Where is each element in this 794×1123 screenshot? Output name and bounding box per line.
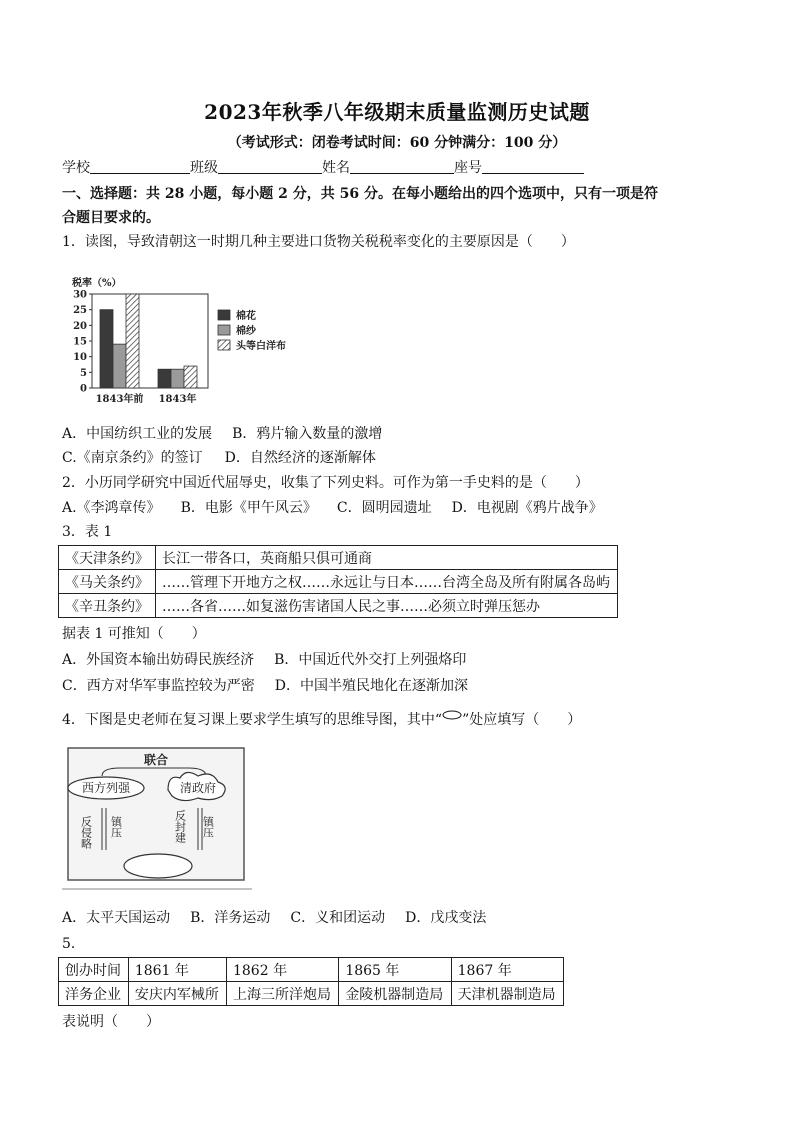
section-heading-1: 一、选择题：共 28 小题，每小题 2 分，共 56 分。在每小题给出的四个选项中，只有一项是符 bbox=[62, 186, 658, 202]
tax-rate-chart bbox=[62, 272, 312, 412]
mind-map-right-label: 清政府 bbox=[179, 781, 217, 795]
table-row bbox=[59, 594, 618, 618]
class-blank[interactable] bbox=[218, 158, 322, 174]
mind-map-top-label: 联合 bbox=[143, 753, 169, 767]
mind-map-left-label: 西方列强 bbox=[81, 781, 131, 795]
table-cell: 安庆内军械所 bbox=[128, 982, 226, 1006]
table-cell: ……各省……如复滋伤害诸国人民之事……必须立时弹压惩办 bbox=[156, 594, 618, 618]
q2-option-b[interactable]: B．电影《甲午风云》 bbox=[180, 500, 317, 516]
y-tick-label: 15 bbox=[73, 336, 87, 348]
mind-map-left-a: 反侵略 bbox=[79, 816, 93, 849]
student-info-row bbox=[62, 158, 584, 178]
q3-question: 据表 1 可推知（ ） bbox=[62, 626, 206, 642]
q2-option-c[interactable]: C．圆明园遗址 bbox=[336, 500, 432, 516]
y-tick-label: 10 bbox=[73, 352, 87, 364]
mind-map-diagram bbox=[62, 744, 252, 892]
table-cell: 创办时间 bbox=[59, 958, 129, 982]
y-axis-label: 税率（%） bbox=[72, 278, 122, 289]
q3-stem: 3．表 1 bbox=[62, 524, 113, 540]
q4-option-d[interactable]: D．戊戌变法 bbox=[405, 910, 487, 926]
table-cell: 《辛丑条约》 bbox=[59, 594, 156, 618]
table-cell: 金陵机器制造局 bbox=[339, 982, 451, 1006]
mind-map-right-a: 反封建 bbox=[173, 810, 187, 843]
y-tick-label: 25 bbox=[73, 305, 87, 317]
legend-swatch bbox=[218, 325, 230, 335]
q5-enterprise-table bbox=[58, 957, 564, 1006]
legend-swatch bbox=[218, 340, 230, 350]
table-cell: 1865 年 bbox=[339, 958, 451, 982]
school-blank[interactable] bbox=[90, 158, 190, 174]
q3-options-row1 bbox=[62, 650, 486, 670]
field-name: 姓名 bbox=[322, 160, 350, 176]
legend-swatch bbox=[218, 310, 230, 320]
q1-stem: 1．读图，导致清朝这一时期几种主要进口货物关税税率变化的主要原因是（ ） bbox=[62, 234, 575, 250]
q4-options bbox=[62, 908, 506, 928]
x-category-label: 1843年 bbox=[158, 394, 197, 405]
table-cell: ……管理下开地方之权……永远让与日本……台湾全岛及所有附属各岛屿 bbox=[156, 570, 618, 594]
bar-棉纱 bbox=[171, 369, 184, 388]
table-cell: 1867 年 bbox=[451, 958, 563, 982]
legend-entry: 棉花 bbox=[236, 311, 256, 322]
q1-option-c[interactable]: C.《南京条约》的签订 bbox=[62, 450, 203, 466]
q4-option-c[interactable]: C．义和团运动 bbox=[290, 910, 386, 926]
table-cell: 天津机器制造局 bbox=[451, 982, 563, 1006]
q2-options bbox=[62, 498, 623, 518]
q4-option-b[interactable]: B．洋务运动 bbox=[190, 910, 271, 926]
q2-stem: 2．小历同学研究中国近代屈辱史，收集了下列史料。可作为第一手史料的是（ ） bbox=[62, 475, 589, 491]
y-tick-label: 30 bbox=[73, 289, 87, 301]
q1-options-row2 bbox=[62, 448, 396, 468]
q4-stem-after: ”处应填写（ ） bbox=[462, 712, 582, 728]
bar-棉花 bbox=[100, 310, 113, 388]
legend-entry: 头等白洋布 bbox=[236, 341, 286, 352]
table-row bbox=[59, 982, 564, 1006]
y-tick-label: 20 bbox=[73, 320, 87, 332]
section-heading-2: 合题目要求的。 bbox=[62, 210, 160, 226]
ellipse-blank-icon bbox=[442, 710, 462, 720]
q2-option-a[interactable]: A.《李鸿章传》 bbox=[62, 500, 161, 516]
bar-头等白洋布 bbox=[126, 294, 139, 388]
bar-头等白洋布 bbox=[184, 366, 197, 388]
q4-stem bbox=[62, 710, 581, 730]
y-tick-label: 5 bbox=[80, 367, 87, 379]
q3-options-row2 bbox=[62, 676, 488, 696]
table-cell: 洋务企业 bbox=[59, 982, 129, 1006]
q5-question: 表说明（ ） bbox=[62, 1014, 160, 1030]
q4-stem-before: 4．下图是史老师在复习课上要求学生填写的思维导图，其中“ bbox=[62, 712, 443, 728]
table-cell: 长江一带各口，英商船只俱可通商 bbox=[156, 546, 618, 570]
q1-option-d[interactable]: D．自然经济的逐渐解体 bbox=[224, 450, 376, 466]
table-cell: 《马关条约》 bbox=[59, 570, 156, 594]
exam-subtitle: （考试形式：闭卷考试时间：60 分钟满分：100 分） bbox=[227, 135, 567, 151]
table-cell: 上海三所洋炮局 bbox=[226, 982, 338, 1006]
q5-stem: 5． bbox=[62, 936, 85, 952]
q3-option-b[interactable]: B．中国近代外交打上列强烙印 bbox=[274, 652, 467, 668]
q3-option-a[interactable]: A．外国资本输出妨碍民族经济 bbox=[62, 652, 255, 668]
field-seat: 座号 bbox=[454, 160, 482, 176]
q1-options-row1 bbox=[62, 424, 402, 444]
q2-option-d[interactable]: D．电视剧《鸦片战争》 bbox=[451, 500, 603, 516]
seat-blank[interactable] bbox=[482, 158, 584, 174]
mind-map-left-b: 镇压 bbox=[109, 816, 123, 838]
mind-map-right-b: 镇压 bbox=[201, 816, 215, 838]
legend-entry: 棉纱 bbox=[236, 326, 256, 337]
q1-option-a[interactable]: A．中国纺织工业的发展 bbox=[62, 426, 213, 442]
y-tick-label: 0 bbox=[80, 383, 87, 395]
q3-option-c[interactable]: C．西方对华军事监控较为严密 bbox=[62, 678, 255, 694]
table-cell: 《天津条约》 bbox=[59, 546, 156, 570]
bar-棉花 bbox=[158, 369, 171, 388]
q4-option-a[interactable]: A．太平天国运动 bbox=[62, 910, 171, 926]
field-class: 班级 bbox=[190, 160, 218, 176]
table-row bbox=[59, 546, 618, 570]
mind-map-answer-blank[interactable] bbox=[124, 854, 192, 878]
x-category-label: 1843年前 bbox=[95, 394, 144, 405]
table-cell: 1861 年 bbox=[128, 958, 226, 982]
table-cell: 1862 年 bbox=[226, 958, 338, 982]
bar-棉纱 bbox=[113, 344, 126, 388]
field-school: 学校 bbox=[62, 160, 90, 176]
q3-option-d[interactable]: D．中国半殖民地化在逐渐加深 bbox=[274, 678, 468, 694]
q1-option-b[interactable]: B．鸦片输入数量的激增 bbox=[232, 426, 383, 442]
q3-treaty-table bbox=[58, 545, 618, 618]
table-row bbox=[59, 958, 564, 982]
name-blank[interactable] bbox=[350, 158, 454, 174]
table-row bbox=[59, 570, 618, 594]
exam-title: 2023年秋季八年级期末质量监测历史试题 bbox=[204, 100, 590, 124]
